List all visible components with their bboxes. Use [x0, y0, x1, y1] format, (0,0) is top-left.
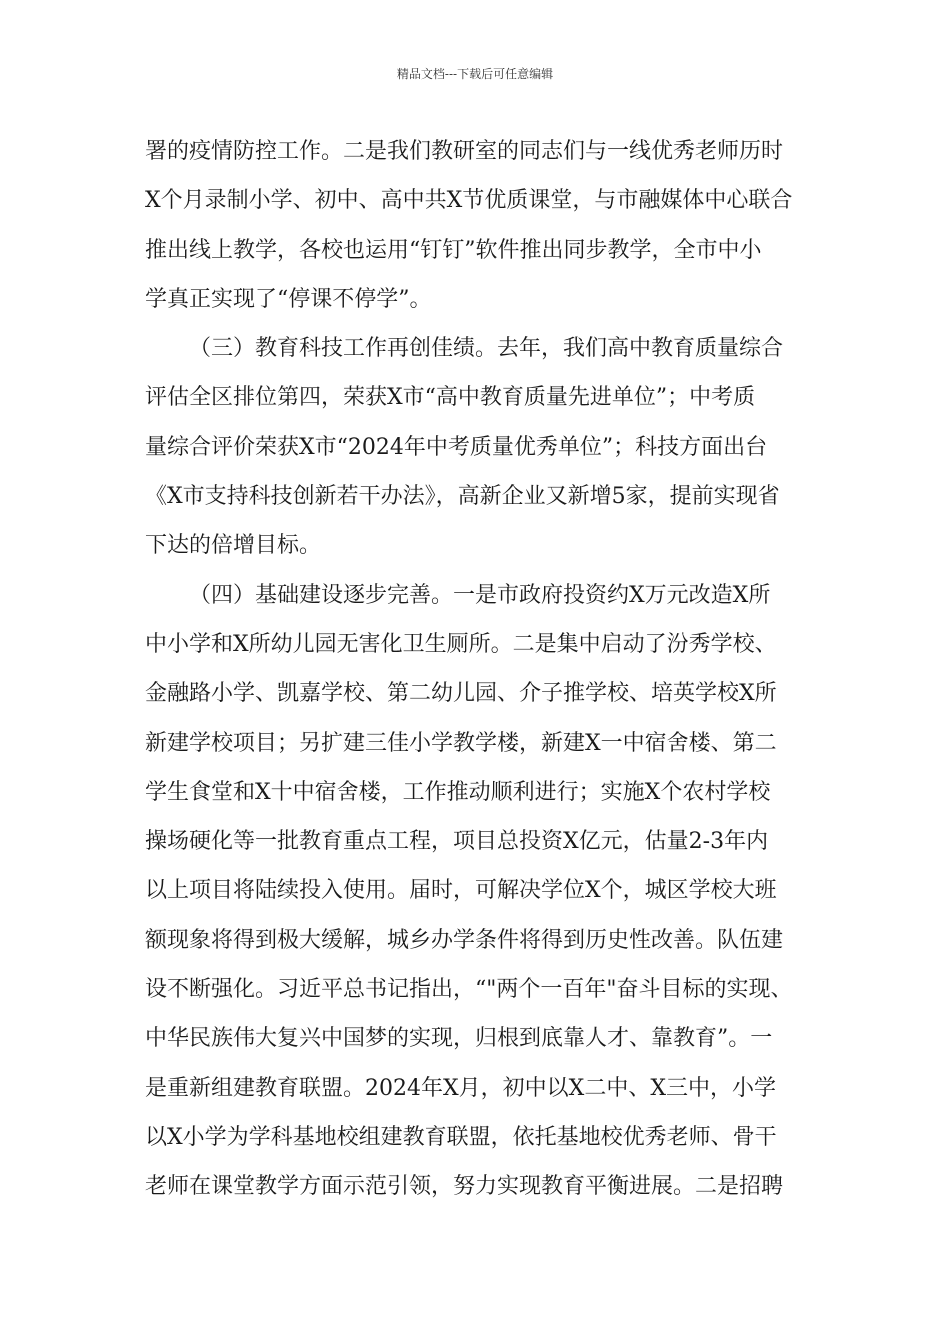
text-line: 中小学和X所幼儿园无害化卫生厕所。二是集中启动了汾秀学校、	[145, 631, 777, 657]
text-line: 学真正实现了“停课不停学”。	[145, 286, 432, 312]
text-line: 推出线上教学，各校也运用“钉钉”软件推出同步教学，全市中小	[145, 237, 762, 263]
text-line: （四）基础建设逐步完善。一是市政府投资约X万元改造X所	[189, 582, 771, 608]
text-line: 以上项目将陆续投入使用。届时，可解决学位X个，城区学校大班	[145, 878, 777, 904]
text-line: 署的疫情防控工作。二是我们教研室的同志们与一线优秀老师历时	[145, 139, 784, 164]
text-line: 中华民族伟大复兴中国梦的实现，归根到底靠人才、靠教育”。一	[145, 1026, 773, 1052]
text-line: 评估全区排位第四，荣获X市“高中教育质量先进单位”；中考质	[145, 385, 756, 411]
text-line: （三）教育科技工作再创佳绩。去年，我们高中教育质量综合	[189, 336, 784, 362]
document-body	[145, 132, 835, 1217]
text-line: 额现象将得到极大缓解，城乡办学条件将得到历史性改善。队伍建	[145, 927, 784, 953]
page-header: 精品文档---下载后可任意编辑	[396, 67, 554, 81]
text-line: 老师在课堂教学方面示范引领，努力实现教育平衡进展。二是招聘	[145, 1174, 784, 1200]
text-line: 下达的倍增目标。	[145, 533, 322, 559]
text-line: 学生食堂和X十中宿舍楼，工作推动顺利进行；实施X个农村学校	[145, 779, 771, 805]
text-line: 金融路小学、凯嘉学校、第二幼儿园、介子推学校、培英学校X所	[145, 681, 777, 707]
text-line: 设不断强化。习近平总书记指出，“"两个一百年"奋斗目标的实现、	[145, 977, 793, 1003]
text-line: 量综合评价荣获X市“2024年中考质量优秀单位”；科技方面出台	[145, 434, 768, 460]
text-line: 操场硬化等一批教育重点工程，项目总投资X亿元，估量2-3年内	[145, 829, 769, 855]
text-line: 是重新组建教育联盟。2024年X月，初中以X二中、X三中，小学	[145, 1075, 776, 1101]
text-line: X个月录制小学、初中、高中共X节优质课堂，与市融媒体中心联合	[145, 188, 793, 214]
text-line: 新建学校项目；另扩建三佳小学教学楼，新建X一中宿舍楼、第二	[145, 730, 777, 756]
text-line: 《X市支持科技创新若干办法》，高新企业又新增5家，提前实现省	[145, 484, 780, 510]
text-line: 以X小学为学科基地校组建教育联盟，依托基地校优秀老师、骨干	[145, 1124, 777, 1150]
